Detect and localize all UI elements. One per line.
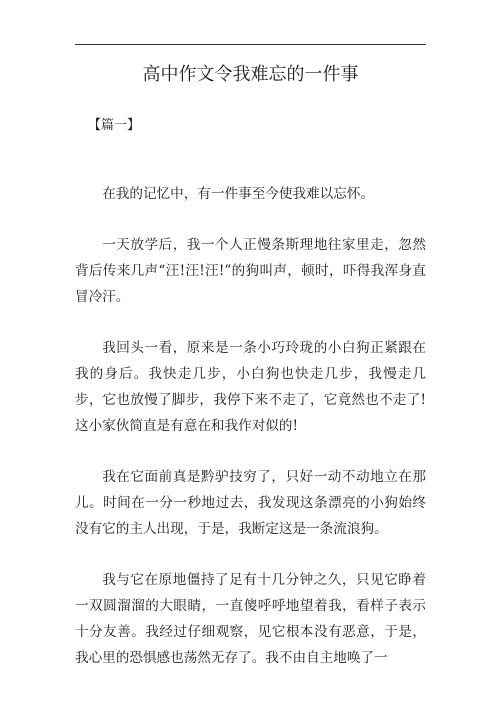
article-body — [75, 181, 426, 696]
document-title: 高中作文令我难忘的一件事 — [142, 64, 359, 85]
paragraph: 我与它在原地僵持了足有十几分钟之久，只见它睁着一双圆溜溜的大眼睛，一直傻呼呼地望着我，看样子表示十分友善。我经过仔细观察，见它根本没有恶意，于是，我心里的恐惧感也荡然无存了。我不由自主地唤了一 — [75, 572, 426, 666]
paragraph: 我在它面前真是黔驴技穷了，只好一动不动地立在那儿。时间在一分一秒地过去，我发现这条漂亮的小狗始终没有它的主人出现，于是，我断定这是一条流浪狗。 — [75, 469, 426, 537]
paragraph: 在我的记忆中，有一件事至今使我难以忘怀。 — [102, 186, 375, 202]
paragraph: 我回头一看，原来是一条小巧玲珑的小白狗正紧跟在我的身后。我快走几步，小白狗也快走几步，我慢走几步，它也放慢了脚步，我停下来不走了，它竟然也不走了!这小家伙简直是有意在和我作对似的! — [75, 340, 426, 434]
section-label: 【篇一】 — [88, 118, 141, 133]
header-divider — [75, 44, 426, 45]
paragraph: 一天放学后，我一个人正慢条斯理地往家里走，忽然背后传来几声“汪!汪!汪!”的狗叫声，顿时，吓得我浑身直冒冷汗。 — [75, 237, 426, 305]
